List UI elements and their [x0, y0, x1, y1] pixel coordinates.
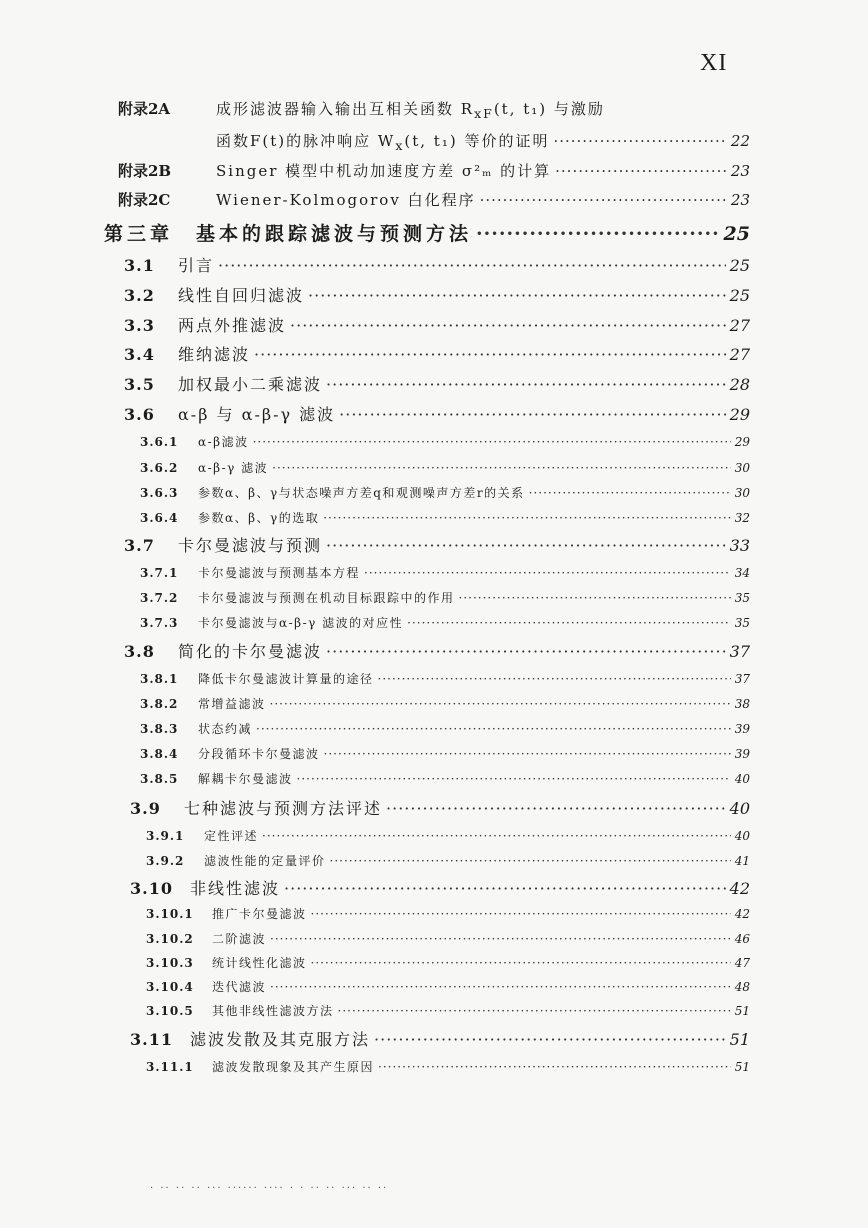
page-ref: 29: [729, 405, 750, 424]
page-ref: 47: [734, 956, 750, 970]
entry-title: 降低卡尔曼滤波计算量的途径: [198, 672, 374, 686]
appendix-2a-line1: [118, 98, 605, 121]
page-ref: 42: [729, 879, 750, 898]
entry-number: 3.11: [130, 1030, 173, 1049]
dot-leader: [480, 191, 727, 209]
dot-leader: [256, 722, 731, 736]
dot-leader: [338, 1004, 731, 1018]
appendix-title-line1: 成形滤波器输入输出互相关函数 $R_{xF}(t$, t₁) 与激励: [216, 100, 605, 121]
toc-entry-subsection[interactable]: [140, 614, 750, 631]
toc-entry-subsection[interactable]: [140, 484, 750, 501]
scan-artifacts: · ·· ·· ·· ··· ······ ···· · · ·· ·· ··· ·· ··: [150, 1183, 389, 1194]
page-ref: 27: [729, 316, 750, 335]
entry-number: 3.2: [124, 286, 155, 305]
entry-title: Wiener-Kolmogorov 白化程序: [216, 191, 476, 209]
toc-entry-subsection[interactable]: [146, 905, 750, 922]
dot-leader: [324, 747, 731, 761]
entry-number: 3.3: [124, 316, 155, 335]
entry-number: 3.7.3: [140, 616, 179, 630]
toc-entry-section[interactable]: [124, 402, 750, 425]
page-ref: 25: [729, 286, 750, 305]
dot-leader: [374, 1030, 726, 1049]
toc-entry-section[interactable]: [124, 639, 750, 662]
page-ref: 42: [734, 907, 750, 921]
entry-title: α-β滤波: [198, 435, 249, 449]
toc-entry-subsection[interactable]: [146, 930, 750, 947]
dot-leader: [290, 316, 726, 335]
page-ref: 25: [729, 256, 750, 275]
appendix-number: 附录2C: [118, 191, 171, 209]
page-ref: 39: [734, 747, 750, 761]
dot-leader: [270, 932, 731, 946]
entry-number: 3.10.3: [146, 956, 194, 970]
toc-entry-subsection[interactable]: [146, 954, 750, 971]
entry-title: 参数α、β、γ的选取: [198, 511, 320, 525]
entry-number: 3.8: [124, 642, 155, 661]
dot-leader: [272, 461, 731, 475]
entry-title: 卡尔曼滤波与预测基本方程: [198, 566, 361, 580]
dot-leader: [529, 486, 731, 500]
page-ref: 37: [729, 642, 750, 661]
toc-entry-subsection[interactable]: [140, 745, 750, 762]
toc-entry-section[interactable]: [130, 1027, 750, 1050]
toc-entry-subsection[interactable]: [146, 1002, 750, 1019]
entry-number: 3.9.2: [146, 854, 185, 868]
dot-leader: [326, 642, 726, 661]
entry-title: 分段循环卡尔曼滤波: [198, 747, 320, 761]
toc-entry-appendix-2a[interactable]: [216, 130, 750, 153]
dot-leader: [270, 980, 731, 994]
entry-title: α-β-γ 滤波: [198, 461, 269, 475]
entry-number: 3.4: [124, 345, 155, 364]
toc-entry-section[interactable]: [124, 342, 750, 365]
entry-title: α-β 与 α-β-γ 滤波: [178, 405, 336, 424]
dot-leader: [476, 223, 720, 245]
page-ref: 37: [734, 672, 750, 686]
toc-entry-subsection[interactable]: [140, 695, 750, 712]
entry-number: 3.10.5: [146, 1004, 194, 1018]
entry-number: 3.1: [124, 256, 155, 275]
entry-number: 3.8.1: [140, 672, 179, 686]
toc-entry-subsection[interactable]: [140, 433, 750, 450]
entry-number: 3.7: [124, 536, 155, 555]
entry-number: 3.10.4: [146, 980, 194, 994]
entry-title: 线性自回归滤波: [178, 286, 305, 305]
dot-leader: [308, 286, 726, 305]
dot-leader: [330, 854, 731, 868]
page-ref: 40: [734, 772, 750, 786]
entry-number: 3.5: [124, 375, 155, 394]
entry-title: 定性评述: [204, 829, 259, 843]
dot-leader: [326, 375, 726, 394]
entry-number: 3.8.3: [140, 722, 179, 736]
appendix-number: 附录2B: [118, 162, 172, 180]
entry-number: 3.6.3: [140, 486, 179, 500]
toc-entry-subsection[interactable]: [140, 509, 750, 526]
dot-leader: [254, 345, 726, 364]
page-ref: 29: [734, 435, 750, 449]
toc-entry-subsection[interactable]: [140, 770, 750, 787]
appendix-number: 附录2A: [118, 100, 171, 118]
toc-entry-section[interactable]: [124, 372, 750, 395]
toc-entry-subsection[interactable]: [146, 1058, 750, 1075]
toc-entry-subsection[interactable]: [140, 564, 750, 581]
entry-title: 卡尔曼滤波与α-β-γ 滤波的对应性: [198, 616, 404, 630]
toc-entry-subsection[interactable]: [140, 720, 750, 737]
toc-entry-subsection[interactable]: [146, 827, 750, 844]
entry-title: 加权最小二乘滤波: [178, 375, 323, 394]
page-ref: 35: [734, 616, 750, 630]
entry-title: 滤波发散及其克服方法: [190, 1030, 371, 1049]
page-ref: 48: [734, 980, 750, 994]
entry-title: 解耦卡尔曼滤波: [198, 772, 293, 786]
entry-number: 3.8.2: [140, 697, 179, 711]
entry-number: 3.8.4: [140, 747, 179, 761]
page-ref: 23: [730, 162, 750, 180]
page-ref: 30: [734, 486, 750, 500]
entry-title: 简化的卡尔曼滤波: [178, 642, 323, 661]
page-ref: 27: [729, 345, 750, 364]
toc-entry-section[interactable]: [124, 533, 750, 556]
dot-leader: [253, 435, 731, 449]
toc-entry-subsection[interactable]: [146, 978, 750, 995]
dot-leader: [339, 405, 725, 424]
entry-title: 状态约减: [198, 722, 253, 736]
entry-title: 非线性滤波: [190, 879, 281, 898]
entry-number: 3.6: [124, 405, 155, 424]
dot-leader: [284, 879, 726, 898]
entry-title: 卡尔曼滤波与预测在机动目标跟踪中的作用: [198, 591, 455, 605]
entry-title: 迭代滤波: [212, 980, 267, 994]
entry-number: 3.10: [130, 879, 173, 898]
dot-leader: [386, 799, 726, 818]
entry-number: 3.9.1: [146, 829, 185, 843]
toc-entry-subsection[interactable]: [146, 852, 750, 869]
chapter-title: 第三章 基本的跟踪滤波与预测方法: [104, 223, 473, 245]
toc-entry-section[interactable]: [124, 313, 750, 336]
dot-leader: [323, 511, 731, 525]
page-ref: 30: [734, 461, 750, 475]
page-ref: 38: [734, 697, 750, 711]
entry-number: 3.6.1: [140, 435, 179, 449]
dot-leader: [297, 772, 731, 786]
toc-entry-section[interactable]: [130, 796, 750, 819]
entry-number: 3.9: [130, 799, 161, 818]
page-ref: 32: [734, 511, 750, 525]
entry-title: Singer 模型中机动加速度方差 σ²ₘ 的计算: [216, 162, 552, 180]
entry-number: 3.11.1: [146, 1060, 194, 1074]
entry-title: 二阶滤波: [212, 932, 267, 946]
entry-title: 参数α、β、γ与状态噪声方差q和观测噪声方差r的关系: [198, 486, 525, 500]
page-ref: 51: [729, 1030, 750, 1049]
entry-title: 函数F(t)的脉冲响应 $W_x(t$, t₁) 等价的证明: [216, 132, 550, 153]
toc-entry-appendix-2b[interactable]: [118, 160, 750, 181]
entry-title: 引言: [178, 256, 215, 275]
entry-title: 统计线性化滤波: [212, 956, 307, 970]
dot-leader: [378, 672, 731, 686]
toc-entry-section[interactable]: [124, 253, 750, 276]
page-ref: 22: [730, 132, 750, 150]
toc-entry-section[interactable]: [130, 876, 750, 899]
page-ref: 46: [734, 932, 750, 946]
page-ref: 23: [730, 191, 750, 209]
page-ref: 51: [734, 1004, 750, 1018]
entry-title: 卡尔曼滤波与预测: [178, 536, 323, 555]
toc-entry-subsection[interactable]: [140, 459, 750, 476]
entry-title: 滤波发散现象及其产生原因: [212, 1060, 375, 1074]
dot-leader: [378, 1060, 731, 1074]
page-ref: 34: [734, 566, 750, 580]
entry-title: 维纳滤波: [178, 345, 251, 364]
entry-number: 3.10.2: [146, 932, 194, 946]
toc-entry-appendix-2c[interactable]: [118, 189, 750, 210]
dot-leader: [555, 162, 727, 180]
entry-number: 3.7.2: [140, 591, 179, 605]
dot-leader: [407, 616, 731, 630]
dot-leader: [459, 591, 731, 605]
entry-number: 3.7.1: [140, 566, 179, 580]
entry-number: 3.6.4: [140, 511, 179, 525]
entry-title: 滤波性能的定量评价: [204, 854, 326, 868]
dot-leader: [364, 566, 731, 580]
dot-leader: [270, 697, 731, 711]
page-ref: 51: [734, 1060, 750, 1074]
page-ref: 40: [729, 799, 750, 818]
dot-leader: [326, 536, 726, 555]
page-number: XI: [700, 50, 728, 76]
entry-number: 3.8.5: [140, 772, 179, 786]
entry-number: 3.6.2: [140, 461, 179, 475]
entry-title: 七种滤波与预测方法评述: [184, 799, 383, 818]
page-ref: 35: [734, 591, 750, 605]
page-ref: 40: [734, 829, 750, 843]
toc-entry-section[interactable]: [124, 283, 750, 306]
page-ref: 25: [723, 223, 750, 245]
dot-leader: [311, 907, 731, 921]
dot-leader: [262, 829, 731, 843]
dot-leader: [553, 132, 726, 150]
page-ref: 28: [729, 375, 750, 394]
dot-leader: [311, 956, 731, 970]
toc-entry-subsection[interactable]: [140, 670, 750, 687]
entry-number: 3.10.1: [146, 907, 194, 921]
dot-leader: [218, 256, 726, 275]
toc-entry-subsection[interactable]: [140, 589, 750, 606]
entry-title: 推广卡尔曼滤波: [212, 907, 307, 921]
page-ref: 39: [734, 722, 750, 736]
toc-entry-chapter-3[interactable]: [104, 219, 750, 246]
page-ref: 33: [729, 536, 750, 555]
page-ref: 41: [734, 854, 750, 868]
entry-title: 其他非线性滤波方法: [212, 1004, 334, 1018]
entry-title: 常增益滤波: [198, 697, 266, 711]
entry-title: 两点外推滤波: [178, 316, 287, 335]
